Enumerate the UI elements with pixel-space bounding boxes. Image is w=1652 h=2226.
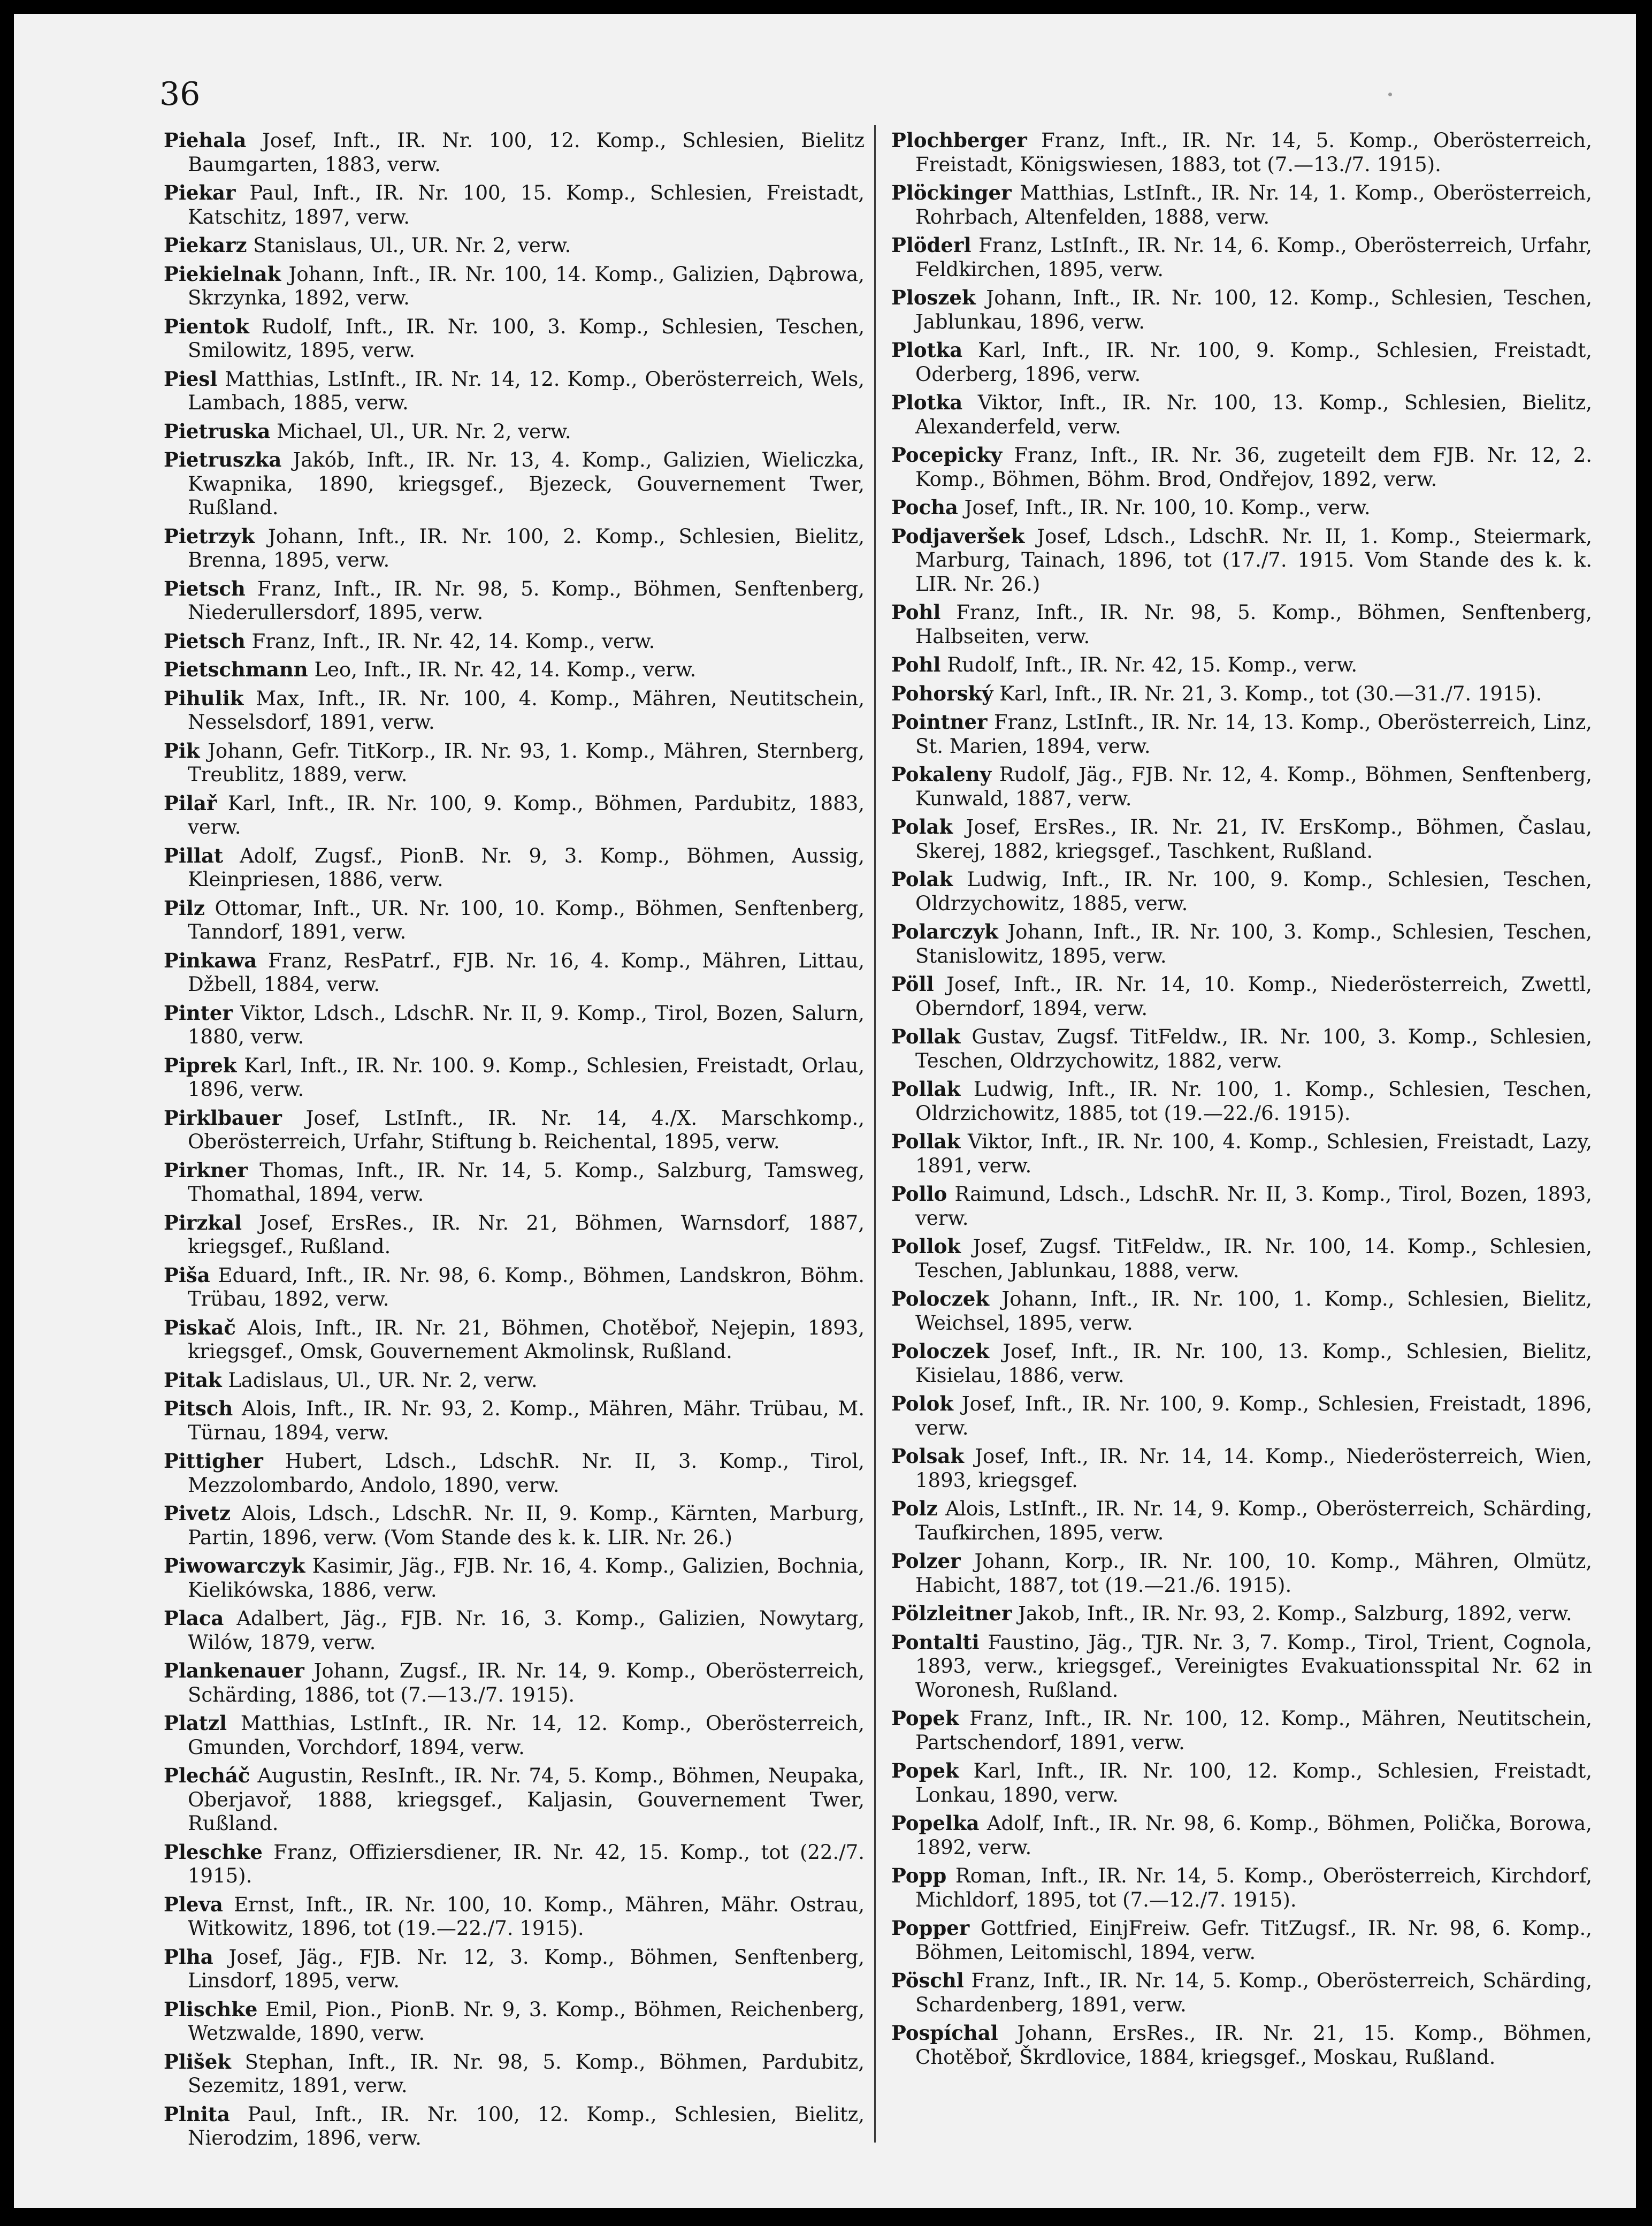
entry-details: Viktor, Inft., IR. Nr. 100, 13. Komp., Schlesien, Bielitz, Alexanderfeld, verw.: [915, 391, 1592, 438]
register-entry: [891, 1025, 1592, 1073]
entry-surname: Pietsch: [164, 629, 246, 653]
entry-surname: Popper: [891, 1916, 970, 1940]
entry-surname: Piprek: [164, 1053, 237, 1077]
entry-surname: Pirzkal: [164, 1210, 242, 1234]
register-entry: [164, 844, 865, 892]
entry-details: Matthias, LstInft., IR. Nr. 14, 12. Komp., Oberösterreich, Gmunden, Vorchdorf, 1894, verw.: [188, 1712, 865, 1759]
entry-surname: Pivetz: [164, 1501, 231, 1525]
entry-surname: Pollak: [891, 1077, 961, 1101]
entry-details: Josef, Jäg., FJB. Nr. 12, 3. Komp., Böhmen, Senftenberg, Linsdorf, 1895, verw.: [188, 1945, 865, 1992]
register-entry: [164, 128, 865, 177]
entry-details: Thomas, Inft., IR. Nr. 14, 5. Komp., Salzburg, Tamsweg, Thomathal, 1894, verw.: [188, 1158, 865, 1206]
entry-surname: Pitsch: [164, 1397, 233, 1420]
register-entry: [891, 763, 1592, 811]
entry-surname: Pientok: [164, 314, 249, 338]
entry-surname: Pilz: [164, 896, 205, 920]
register-entry: [891, 1811, 1592, 1859]
register-entry: [891, 600, 1592, 649]
entry-details: Franz, Inft., IR. Nr. 100, 12. Komp., Mähren, Neutitschein, Partschendorf, 1891, verw.: [915, 1707, 1592, 1754]
register-entry: [164, 1449, 865, 1497]
entry-details: Franz, Inft., IR. Nr. 98, 5. Komp., Böhmen, Senftenberg, Niederullersdorf, 1895, verw.: [188, 577, 865, 624]
entry-surname: Polsak: [891, 1444, 965, 1468]
entry-surname: Popek: [891, 1706, 959, 1730]
register-entry: [891, 1392, 1592, 1440]
entry-details: Adalbert, Jäg., FJB. Nr. 16, 3. Komp., Galizien, Nowytarg, Wilów, 1879, verw.: [188, 1607, 865, 1654]
register-entry: [891, 391, 1592, 439]
register-entry: [164, 1554, 865, 1602]
register-entry: [164, 896, 865, 944]
register-entry: [891, 867, 1592, 916]
entry-details: Emil, Pion., PionB. Nr. 9, 3. Komp., Böhmen, Reichenberg, Wetzwalde, 1890, verw.: [188, 1998, 865, 2045]
entry-details: Paul, Inft., IR. Nr. 100, 12. Komp., Schlesien, Bielitz, Nierodzim, 1896, verw.: [188, 2102, 865, 2149]
entry-surname: Piwowarczyk: [164, 1554, 305, 1577]
entry-details: Alois, Inft., IR. Nr. 93, 2. Komp., Mähren, Mähr. Trübau, M. Türnau, 1894, verw.: [188, 1397, 865, 1444]
entry-surname: Pleva: [164, 1892, 223, 1916]
entry-surname: Pirkner: [164, 1158, 248, 1182]
register-entry: [891, 682, 1592, 706]
entry-details: Josef, Inft., IR. Nr. 100, 13. Komp., Schlesien, Bielitz, Kisielau, 1886, verw.: [915, 1340, 1592, 1387]
register-entry: [891, 338, 1592, 386]
entry-surname: Poloczek: [891, 1287, 989, 1310]
entry-details: Roman, Inft., IR. Nr. 14, 5. Komp., Oberösterreich, Kirchdorf, Michldorf, 1895, tot (7.—12./7. 1915).: [915, 1864, 1592, 1911]
entry-surname: Pleschke: [164, 1840, 263, 1864]
entry-surname: Pinter: [164, 1001, 233, 1025]
register-entry: [891, 1339, 1592, 1388]
entry-surname: Plnita: [164, 2102, 230, 2126]
entry-surname: Plotka: [891, 391, 963, 414]
register-entry: [164, 1001, 865, 1049]
entry-surname: Pittigher: [164, 1449, 263, 1473]
entry-details: Franz, Offiziersdiener, IR. Nr. 42, 15. Komp., tot (22./7. 1915).: [188, 1840, 865, 1887]
register-entry: [164, 1368, 865, 1393]
entry-surname: Plecháč: [164, 1764, 250, 1787]
register-entry: [164, 233, 865, 258]
register-entry: [164, 524, 865, 573]
register-entry: [891, 1077, 1592, 1125]
entry-surname: Polarczyk: [891, 920, 998, 943]
right-column: [891, 128, 1592, 2073]
register-entry: [164, 1158, 865, 1207]
register-entry: [164, 1945, 865, 1993]
entry-details: Johann, Inft., IR. Nr. 100, 3. Komp., Schlesien, Teschen, Stanislowitz, 1895, verw.: [915, 920, 1592, 967]
entry-details: Matthias, LstInft., IR. Nr. 14, 12. Komp., Oberösterreich, Wels, Lambach, 1885, verw.: [188, 367, 865, 414]
register-entry: [164, 181, 865, 229]
register-entry: [891, 1969, 1592, 2017]
entry-surname: Plöderl: [891, 233, 972, 257]
entry-details: Gottfried, EinjFreiw. Gefr. TitZugsf., IR. Nr. 98, 6. Komp., Böhmen, Leitomischl, 1894, verw.: [915, 1917, 1592, 1964]
entry-surname: Plankenauer: [164, 1659, 304, 1682]
entry-surname: Pietschmann: [164, 658, 308, 681]
entry-details: Rudolf, Inft., IR. Nr. 100, 3. Komp., Schlesien, Teschen, Smilowitz, 1895, verw.: [188, 315, 865, 362]
entry-details: Gustav, Zugsf. TitFeldw., IR. Nr. 100, 3. Komp., Schlesien, Teschen, Oldrzychowitz, 1882, verw.: [915, 1025, 1592, 1072]
entry-details: Viktor, Ldsch., LdschR. Nr. II, 9. Komp., Tirol, Bozen, Salurn, 1880, verw.: [188, 1001, 865, 1048]
entry-details: Franz, ResPatrf., FJB. Nr. 16, 4. Komp., Mähren, Littau, Džbell, 1884, verw.: [188, 949, 865, 996]
entry-details: Franz, LstInft., IR. Nr. 14, 6. Komp., Oberösterreich, Urfahr, Feldkirchen, 1895, verw.: [915, 234, 1592, 281]
entry-details: Adolf, Inft., IR. Nr. 98, 6. Komp., Böhmen, Polička, Borowa, 1892, verw.: [915, 1812, 1592, 1859]
entry-surname: Pocha: [891, 495, 958, 519]
entry-details: Johann, Korp., IR. Nr. 100, 10. Komp., Mähren, Olmütz, Habicht, 1887, tot (19.—21./6. 1915).: [915, 1550, 1592, 1597]
register-entry: [164, 577, 865, 625]
entry-details: Karl, Inft., IR. Nr. 21, 3. Komp., tot (30.—31./7. 1915).: [993, 682, 1542, 705]
column-divider: [874, 125, 876, 2143]
entry-surname: Polak: [891, 867, 953, 891]
entry-details: Josef, ErsRes., IR. Nr. 21, Böhmen, Warnsdorf, 1887, kriegsgef., Rußland.: [188, 1211, 865, 1258]
entry-surname: Plotka: [891, 338, 963, 362]
register-entry: [891, 1497, 1592, 1545]
entry-surname: Pihulik: [164, 686, 244, 710]
entry-details: Stanislaus, Ul., UR. Nr. 2, verw.: [247, 234, 571, 257]
entry-details: Stephan, Inft., IR. Nr. 98, 5. Komp., Böhmen, Pardubitz, Sezemitz, 1891, verw.: [188, 2050, 865, 2097]
entry-surname: Pocepicky: [891, 443, 1003, 467]
entry-surname: Pollo: [891, 1182, 947, 1206]
entry-surname: Pietruszka: [164, 448, 282, 471]
entry-surname: Plha: [164, 1945, 213, 1969]
entry-surname: Poloczek: [891, 1339, 989, 1363]
entry-surname: Pohl: [891, 653, 941, 676]
entry-details: Josef, Zugsf. TitFeldw., IR. Nr. 100, 14. Komp., Schlesien, Teschen, Jablunkau, 1888, verw.: [915, 1235, 1592, 1282]
register-entry: [164, 1501, 865, 1550]
register-entry: [891, 233, 1592, 281]
entry-details: Eduard, Inft., IR. Nr. 98, 6. Komp., Böhmen, Landskron, Böhm. Trübau, 1892, verw.: [188, 1263, 865, 1310]
entry-details: Josef, Inft., IR. Nr. 100, 10. Komp., verw.: [958, 496, 1371, 519]
entry-details: Karl, Inft., IR. Nr. 100, 9. Komp., Schlesien, Freistadt, Oderberg, 1896, verw.: [915, 339, 1592, 386]
entry-surname: Pollak: [891, 1130, 961, 1153]
entry-details: Ottomar, Inft., UR. Nr. 100, 10. Komp., Böhmen, Senftenberg, Tanndorf, 1891, verw.: [188, 896, 865, 943]
register-entry: [891, 1234, 1592, 1283]
entry-surname: Piekar: [164, 181, 236, 204]
register-entry: [164, 1106, 865, 1154]
entry-details: Karl, Inft., IR. Nr. 100, 12. Komp., Schlesien, Freistadt, Lonkau, 1890, verw.: [915, 1759, 1592, 1806]
entry-surname: Plišek: [164, 2049, 231, 2073]
register-entry: [891, 524, 1592, 597]
entry-details: Josef, Inft., IR. Nr. 100, 12. Komp., Schlesien, Bielitz Baumgarten, 1883, verw.: [188, 129, 865, 176]
entry-details: Johann, ErsRes., IR. Nr. 21, 15. Komp., Böhmen, Chotěboř, Škrdlovice, 1884, kriegsgef., Moskau, Rußland.: [915, 2022, 1592, 2069]
register-entry: [891, 181, 1592, 229]
entry-surname: Podjaveršek: [891, 524, 1025, 548]
register-entry: [891, 1602, 1592, 1626]
entry-surname: Pitak: [164, 1368, 222, 1392]
entry-surname: Placa: [164, 1606, 224, 1630]
register-entry: [891, 443, 1592, 491]
entry-details: Leo, Inft., IR. Nr. 42, 14. Komp., verw.: [308, 658, 697, 681]
entry-details: Johann, Inft., IR. Nr. 100, 1. Komp., Schlesien, Bielitz, Weichsel, 1895, verw.: [915, 1287, 1592, 1335]
entry-details: Johann, Inft., IR. Nr. 100, 12. Komp., Schlesien, Teschen, Jablunkau, 1896, verw.: [915, 286, 1592, 333]
entry-surname: Ploszek: [891, 286, 976, 309]
entry-surname: Pilař: [164, 791, 217, 815]
entry-details: Augustin, ResInft., IR. Nr. 74, 5. Komp., Böhmen, Neupaka, Oberjavoř, 1888, kriegsgef., Kaljasin, Gouvernement Twer, Rußland.: [188, 1764, 865, 1835]
entry-surname: Polak: [891, 815, 953, 838]
register-entry: [891, 1630, 1592, 1703]
entry-details: Ladislaus, Ul., UR. Nr. 2, verw.: [221, 1368, 538, 1392]
entry-surname: Popelka: [891, 1811, 980, 1835]
entry-surname: Plöckinger: [891, 181, 1012, 204]
entry-surname: Pokaleny: [891, 763, 992, 786]
entry-details: Raimund, Ldsch., LdschR. Nr. II, 3. Komp., Tirol, Bozen, 1893, verw.: [915, 1183, 1592, 1230]
entry-details: Franz, Inft., IR. Nr. 14, 5. Komp., Oberösterreich, Schärding, Schardenberg, 1891, verw.: [915, 1969, 1592, 2016]
register-entry: [164, 687, 865, 735]
register-entry: [164, 1998, 865, 2046]
entry-details: Ernst, Inft., IR. Nr. 100, 10. Komp., Mähren, Mähr. Ostrau, Witkowitz, 1896, tot (19.—22./7. 1915).: [188, 1893, 865, 1940]
register-entry: [891, 495, 1592, 520]
entry-details: Franz, Inft., IR. Nr. 36, zugeteilt dem FJB. Nr. 12, 2. Komp., Böhmen, Böhm. Brod, Ondřejov, 1892, verw.: [915, 444, 1592, 491]
entry-surname: Pollok: [891, 1234, 961, 1258]
entry-details: Johann, Gefr. TitKorp., IR. Nr. 93, 1. Komp., Mähren, Sternberg, Treublitz, 1889, verw.: [188, 739, 865, 786]
entry-details: Hubert, Ldsch., LdschR. Nr. II, 3. Komp., Tirol, Mezzolombardo, Andolo, 1890, verw.: [188, 1450, 865, 1497]
register-entry: [891, 1182, 1592, 1230]
register-entry: [164, 658, 865, 682]
register-entry: [891, 1864, 1592, 1912]
register-entry: [164, 2050, 865, 2098]
register-entry: [164, 1397, 865, 1445]
entry-details: Franz, Inft., IR. Nr. 14, 5. Komp., Oberösterreich, Freistadt, Königswiesen, 1883, tot (7.—13./7. 1915).: [915, 129, 1592, 176]
register-entry: [891, 1549, 1592, 1597]
register-entry: [891, 710, 1592, 758]
register-entry: [891, 1130, 1592, 1178]
entry-details: Ludwig, Inft., IR. Nr. 100, 9. Komp., Schlesien, Teschen, Oldrzychowitz, 1885, verw.: [915, 868, 1592, 915]
entry-surname: Pietruska: [164, 419, 271, 443]
register-entry: [164, 315, 865, 363]
entry-details: Josef, Inft., IR. Nr. 14, 10. Komp., Niederösterreich, Zwettl, Oberndorf, 1894, verw.: [915, 973, 1592, 1020]
entry-surname: Piehala: [164, 128, 247, 152]
entry-details: Franz, Inft., IR. Nr. 42, 14. Komp., verw.: [245, 629, 655, 653]
entry-surname: Polok: [891, 1392, 953, 1415]
entry-surname: Pohl: [891, 600, 941, 624]
register-entry: [891, 286, 1592, 334]
entry-surname: Piesl: [164, 367, 218, 391]
register-entry: [891, 1759, 1592, 1807]
entry-surname: Pik: [164, 738, 200, 763]
entry-details: Faustino, Jäg., TJR. Nr. 3, 7. Komp., Tirol, Trient, Cognola, 1893, verw., kriegsgef., Vereinigtes Evakuationsspital Nr. 62 in Woronesh, Rußland.: [915, 1630, 1592, 1702]
entry-details: Alois, Ldsch., LdschR. Nr. II, 9. Komp., Kärnten, Marburg, Partin, 1896, verw. (Vom Stande des k. k. LIR. Nr. 26.): [188, 1502, 865, 1549]
entry-details: Josef, ErsRes., IR. Nr. 21, IV. ErsKomp., Böhmen, Časlau, Skerej, 1882, kriegsgef., Taschkent, Rußland.: [915, 815, 1592, 863]
document-page: [14, 14, 1636, 2208]
entry-surname: Pospíchal: [891, 2021, 998, 2045]
entry-details: Josef, Ldsch., LdschR. Nr. II, 1. Komp., Steiermark, Marburg, Tainach, 1896, tot (17./7. 1915. Vom Stande des k. k. LIR. Nr. 26.): [915, 524, 1592, 596]
entry-surname: Piekielnak: [164, 262, 281, 286]
register-entry: [164, 367, 865, 415]
entry-details: Franz, Inft., IR. Nr. 98, 5. Komp., Böhmen, Senftenberg, Halbseiten, verw.: [915, 601, 1592, 648]
entry-details: Karl, Inft., IR. Nr. 100, 9. Komp., Böhmen, Pardubitz, 1883, verw.: [188, 791, 865, 838]
register-entry: [891, 653, 1592, 677]
entry-surname: Pohorský: [891, 681, 993, 705]
entry-surname: Pietsch: [164, 576, 246, 600]
register-entry: [164, 1840, 865, 1888]
page-number: 36: [159, 75, 201, 113]
entry-details: Alois, LstInft., IR. Nr. 14, 9. Komp., Oberösterreich, Schärding, Taufkirchen, 1895, verw.: [915, 1497, 1592, 1544]
register-entry: [164, 262, 865, 310]
register-entry: [164, 420, 865, 444]
register-entry: [164, 1606, 865, 1655]
entry-surname: Pöll: [891, 972, 934, 996]
register-entry: [891, 1706, 1592, 1755]
entry-details: Johann, Inft., IR. Nr. 100, 14. Komp., Galizien, Dąbrowa, Skrzynka, 1892, verw.: [188, 262, 865, 309]
entry-details: Josef, Inft., IR. Nr. 100, 9. Komp., Schlesien, Freistadt, 1896, verw.: [915, 1392, 1592, 1439]
entry-details: Kasimir, Jäg., FJB. Nr. 16, 4. Komp., Galizien, Bochnia, Kielikówska, 1886, verw.: [188, 1554, 865, 1602]
register-entry: [164, 1764, 865, 1836]
register-entry: [164, 949, 865, 997]
register-entry: [164, 1054, 865, 1102]
entry-surname: Pinkawa: [164, 948, 257, 972]
register-entry: [891, 128, 1592, 177]
entry-surname: Piskač: [164, 1315, 236, 1339]
register-entry: [164, 1893, 865, 1941]
register-entry: [164, 448, 865, 520]
entry-details: Max, Inft., IR. Nr. 100, 4. Komp., Mähren, Neutitschein, Nesselsdorf, 1891, verw.: [188, 687, 865, 734]
entry-surname: Pirklbauer: [164, 1106, 282, 1130]
register-entry: [164, 1659, 865, 1707]
entry-details: Josef, Inft., IR. Nr. 14, 14. Komp., Niederösterreich, Wien, 1893, kriegsgef.: [915, 1445, 1592, 1492]
entry-details: Karl, Inft., IR. Nr. 100. 9. Komp., Schlesien, Freistadt, Orlau, 1896, verw.: [188, 1054, 865, 1101]
entry-details: Michael, Ul., UR. Nr. 2, verw.: [270, 420, 571, 443]
register-entry: [164, 1263, 865, 1312]
entry-surname: Pillat: [164, 843, 224, 867]
register-entry: [891, 1287, 1592, 1335]
entry-surname: Pietrzyk: [164, 524, 255, 548]
entry-details: Paul, Inft., IR. Nr. 100, 15. Komp., Schlesien, Freistadt, Katschitz, 1897, verw.: [188, 181, 865, 228]
entry-details: Alois, Inft., IR. Nr. 21, Böhmen, Chotěboř, Nejepin, 1893, kriegsgef., Omsk, Gouvernement Akmolinsk, Rußland.: [188, 1316, 865, 1363]
entry-details: Jakob, Inft., IR. Nr. 93, 2. Komp., Salzburg, 1892, verw.: [1012, 1602, 1572, 1625]
register-entry: [164, 1316, 865, 1364]
entry-details: Ludwig, Inft., IR. Nr. 100, 1. Komp., Schlesien, Teschen, Oldrzichowitz, 1885, tot (19.—22./6. 1915).: [915, 1078, 1592, 1125]
entry-details: Rudolf, Jäg., FJB. Nr. 12, 4. Komp., Böhmen, Senftenberg, Kunwald, 1887, verw.: [915, 763, 1592, 810]
register-entry: [164, 1211, 865, 1259]
entry-details: Jakób, Inft., IR. Nr. 13, 4. Komp., Galizien, Wieliczka, Kwapnika, 1890, kriegsgef., Bjezeck, Gouvernement Twer, Rußland.: [188, 448, 865, 519]
entry-surname: Pointner: [891, 710, 988, 734]
entry-surname: Piša: [164, 1263, 210, 1287]
register-entry: [164, 739, 865, 787]
speck-mark: [1388, 93, 1392, 96]
entry-surname: Piekarz: [164, 233, 247, 257]
entry-details: Franz, LstInft., IR. Nr. 14, 13. Komp., Oberösterreich, Linz, St. Marien, 1894, verw.: [915, 711, 1592, 758]
register-entry: [891, 920, 1592, 968]
entry-surname: Pontalti: [891, 1630, 980, 1654]
register-entry: [164, 2102, 865, 2151]
entry-details: Viktor, Inft., IR. Nr. 100, 4. Komp., Schlesien, Freistadt, Lazy, 1891, verw.: [915, 1130, 1592, 1177]
entry-surname: Plochberger: [891, 128, 1027, 152]
entry-details: Rudolf, Inft., IR. Nr. 42, 15. Komp., verw.: [940, 653, 1358, 676]
register-entry: [164, 791, 865, 840]
register-entry: [891, 1916, 1592, 1964]
entry-surname: Polz: [891, 1497, 938, 1520]
entry-surname: Pollak: [891, 1025, 961, 1048]
entry-surname: Polzer: [891, 1549, 961, 1573]
entry-details: Johann, Zugsf., IR. Nr. 14, 9. Komp., Oberösterreich, Schärding, 1886, tot (7.—13./7. 1915).: [188, 1659, 865, 1706]
register-entry: [891, 1444, 1592, 1492]
register-entry: [164, 1711, 865, 1759]
entry-details: Johann, Inft., IR. Nr. 100, 2. Komp., Schlesien, Bielitz, Brenna, 1895, verw.: [188, 524, 865, 571]
register-entry: [891, 2021, 1592, 2069]
entry-surname: Popek: [891, 1759, 959, 1782]
register-entry: [164, 629, 865, 654]
entry-surname: Pölzleitner: [891, 1602, 1012, 1625]
entry-surname: Popp: [891, 1864, 947, 1887]
entry-surname: Platzl: [164, 1711, 227, 1735]
entry-details: Matthias, LstInft., IR. Nr. 14, 1. Komp., Oberösterreich, Rohrbach, Altenfelden, 1888, verw.: [915, 181, 1592, 228]
entry-details: Adolf, Zugsf., PionB. Nr. 9, 3. Komp., Böhmen, Aussig, Kleinpriesen, 1886, verw.: [188, 844, 865, 891]
entry-surname: Plischke: [164, 1997, 258, 2021]
left-column: [164, 128, 865, 2155]
entry-surname: Pöschl: [891, 1969, 964, 1992]
register-entry: [891, 972, 1592, 1020]
entry-details: Josef, LstInft., IR. Nr. 14, 4./X. Marschkomp., Oberösterreich, Urfahr, Stiftung b. Reichental, 1895, verw.: [188, 1106, 865, 1153]
register-entry: [891, 815, 1592, 863]
